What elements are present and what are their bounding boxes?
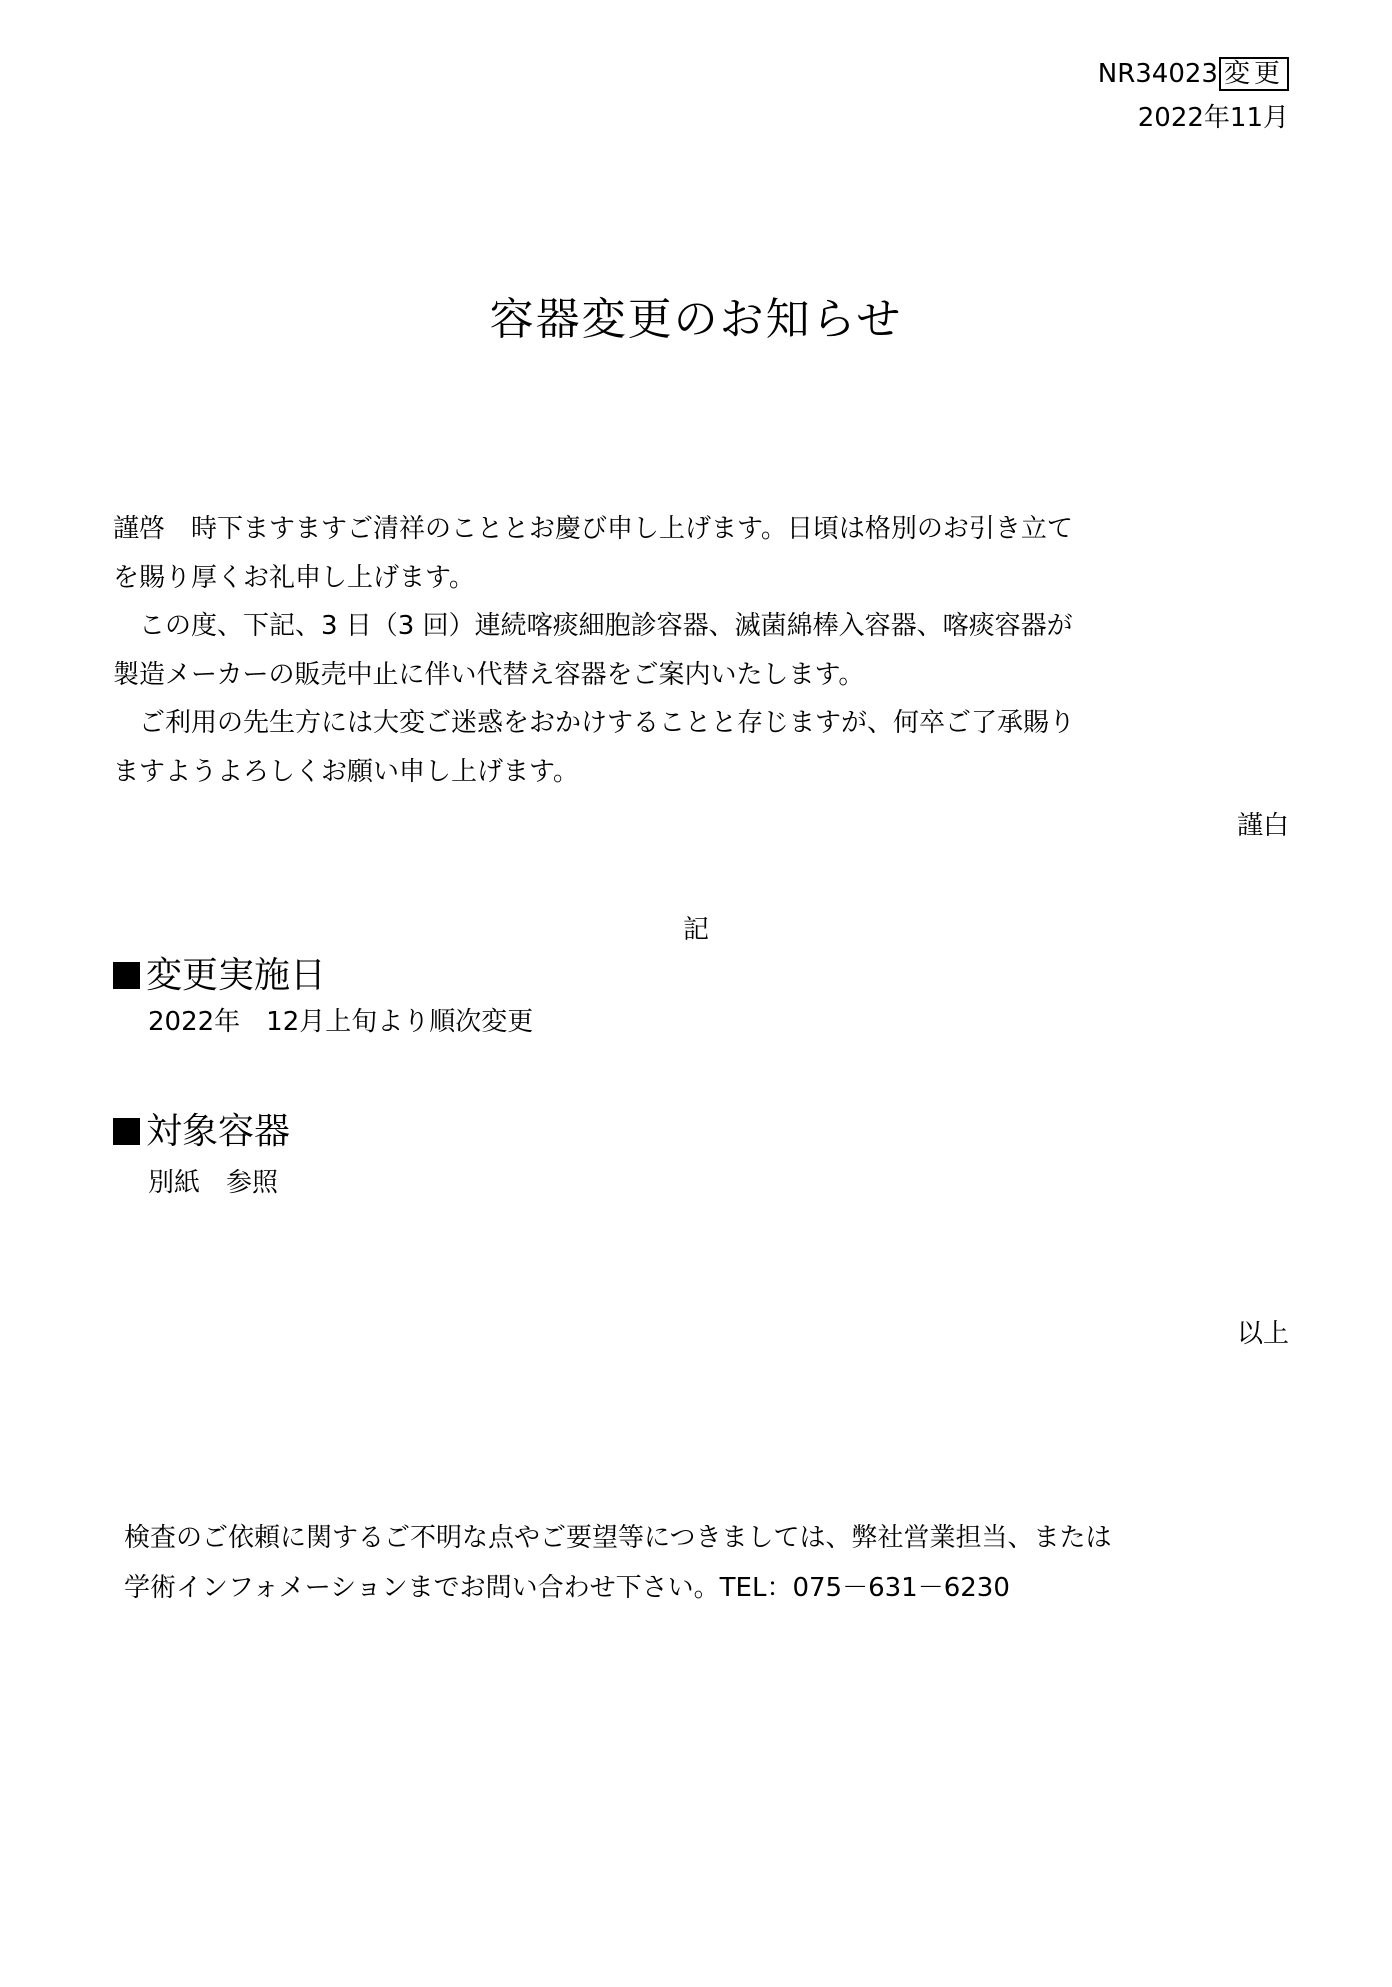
- text-line: ますようよろしくお願い申し上げます。: [113, 756, 579, 787]
- section-heading-target-containers: [113, 1108, 290, 1156]
- announcement-paragraph: [113, 602, 1293, 699]
- section-heading-label: 変更実施日: [146, 955, 327, 996]
- greeting-paragraph: [113, 505, 1293, 602]
- text-line: この度、下記、3 日（3 回）連続喀痰細胞診容器、滅菌綿棒入容器、喀痰容器が: [113, 611, 1073, 641]
- section-content-target-containers: 別紙 参照: [148, 1168, 279, 1198]
- document-status-badge: 変更: [1219, 57, 1289, 91]
- contact-line: 検査のご依頼に関するご不明な点やご要望等につきましては、弊社営業担当、または: [124, 1523, 1112, 1553]
- document-date: 2022年11月: [1137, 103, 1289, 133]
- apology-paragraph: [113, 699, 1293, 796]
- contact-info: [124, 1513, 1111, 1613]
- section-content-change-date: 2022年 12月上旬より順次変更: [148, 1007, 534, 1037]
- text-line: 製造メーカーの販売中止に伴い代替え容器をご案内いたします。: [113, 659, 865, 690]
- square-bullet-icon: [113, 962, 140, 989]
- text-line: 謹啓 時下ますますご清祥のこととお慶び申し上げます。日頃は格別のお引き立て: [113, 514, 1073, 544]
- square-bullet-icon: [113, 1118, 140, 1145]
- text-line: を賜り厚くお礼申し上げます。: [113, 562, 475, 593]
- section-heading-label: 対象容器: [146, 1111, 291, 1152]
- closing-phrase: 謹白: [1236, 811, 1289, 841]
- document-number: [1098, 56, 1289, 92]
- contact-line: 学術インフォメーションまでお問い合わせ下さい。TEL：075－631－6230: [124, 1573, 1010, 1603]
- letter-body: [113, 505, 1293, 796]
- ki-marker: 記: [682, 915, 709, 945]
- ijo-marker: 以上: [1236, 1319, 1289, 1349]
- text-line: ご利用の先生方には大変ご迷惑をおかけすることと存じますが、何卒ご了承賜り: [113, 708, 1076, 738]
- document-number-code: NR34023: [1097, 59, 1218, 89]
- section-heading-change-date: [113, 952, 326, 1000]
- page-title: 容器変更のお知らせ: [489, 294, 903, 345]
